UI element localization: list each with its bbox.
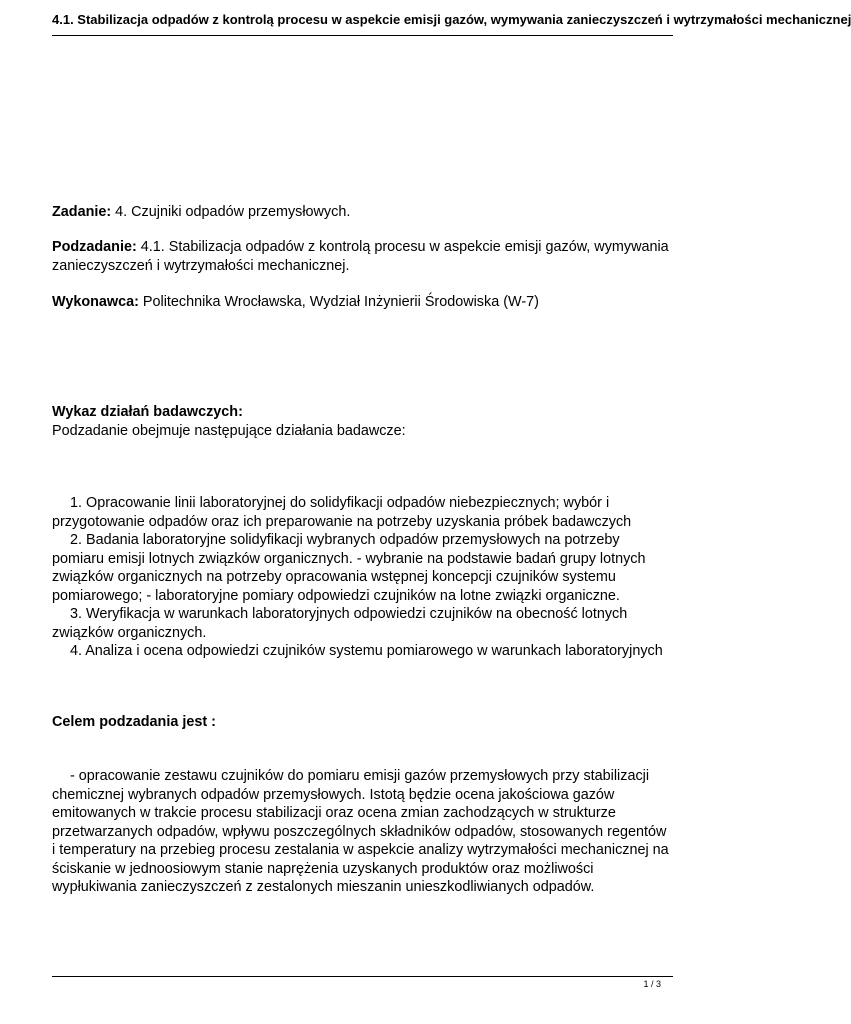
cel-text-block <box>52 767 672 897</box>
wykaz-intro: Podzadanie obejmuje następujące działania badawcze: <box>52 422 406 439</box>
wykaz-heading: Wykaz działań badawczych: <box>52 404 243 420</box>
action-item-4: 4. Analiza i ocena odpowiedzi czujników systemu pomiarowego w warunkach laboratoryjnych <box>70 643 663 659</box>
zadanie-line <box>52 203 672 222</box>
wykonawca-line <box>52 293 672 312</box>
action-item-1: 1. Opracowanie linii laboratoryjnej do solidyfikacji odpadów niebezpiecznych; wybór i przygotowanie odpadów oraz ich preparowanie na potrzeby uzyskania próbek badawczych <box>52 495 632 530</box>
actions-list <box>52 494 672 661</box>
wykonawca-label: Wykonawca: <box>52 294 139 310</box>
podzadanie-line <box>52 238 672 275</box>
cel-heading-text: Celem podzadania jest : <box>52 714 216 730</box>
zadanie-value: 4. Czujniki odpadów przemysłowych. <box>111 204 351 220</box>
podzadanie-label: Podzadanie: <box>52 239 137 255</box>
wykaz-section <box>52 403 672 440</box>
wykonawca-value: Politechnika Wrocławska, Wydział Inżynierii Środowiska (W-7) <box>138 294 539 310</box>
footer-divider <box>52 976 673 977</box>
header-divider <box>52 35 673 36</box>
action-item-2: 2. Badania laboratoryjne solidyfikacji wybranych odpadów przemysłowych na potrzeby pomiaru emisji lotnych związków organicznych. - wybranie na podstawie badań grupy lotnych związków organicznych na potrzeby opracowania wstępnej koncepcji czujników systemu pomiarowego; - laboratoryjne pomiary odpowiedzi czujników na lotne związki organiczne. <box>52 532 646 604</box>
zadanie-label: Zadanie: <box>52 204 112 220</box>
cel-text: - opracowanie zestawu czujników do pomiaru emisji gazów przemysłowych przy stabilizacji chemicznej wybranych odpadów przemysłowych. Istotą będzie ocena jakościowa gazów emitowanych w trakcie procesu stabilizacji oraz ocena zmian zachodzących w strukturze przetwarzanych odpadów, wpływu poszczególnych składników odpadów, stosowanych regentów i temperatury na przebieg procesu zestalania w aspekcie analizy wytrzymałości mechanicznej na ściskanie w jednoosiowym stanie naprężenia uzyskanych produktów oraz możliwości wypłukiwania zanieczyszczeń z zestalonych mieszanin unieszkodliwianych odpadów. <box>52 768 669 895</box>
page-header-title: 4.1. Stabilizacja odpadów z kontrolą procesu w aspekcie emisji gazów, wymywania zanieczyszczeń i wytrzymałości mechanicznej <box>52 12 851 27</box>
podzadanie-value: 4.1. Stabilizacja odpadów z kontrolą procesu w aspekcie emisji gazów, wymywania zanieczyszczeń i wytrzymałości mechanicznej. <box>52 239 669 274</box>
cel-heading <box>52 713 672 732</box>
action-item-3: 3. Weryfikacja w warunkach laboratoryjnych odpowiedzi czujników na obecność lotnych związków organicznych. <box>52 606 628 641</box>
page-number: 1 / 3 <box>643 979 661 989</box>
